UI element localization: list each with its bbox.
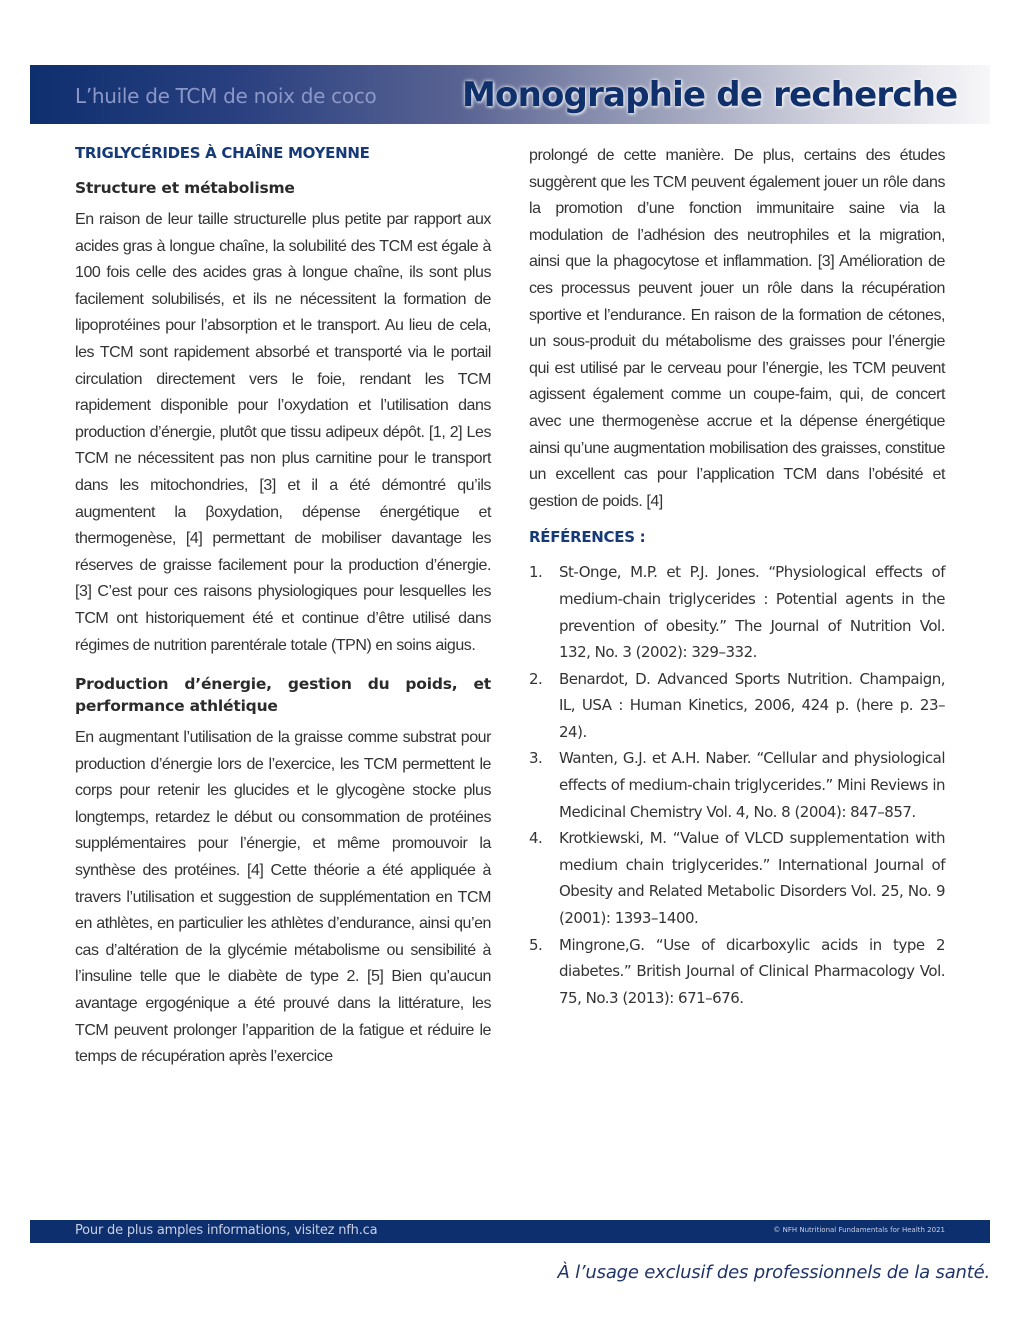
reference-text: Benardot, D. Advanced Sports Nutrition. Champaign, IL, USA : Human Kinetics, 2006, 424 p. (here p. 23–24). [559, 669, 945, 741]
reference-item [529, 932, 945, 1012]
references-list [529, 559, 945, 1011]
paragraph-energy: En augmentant l’utilisation de la graisse comme substrat pour production d’énergie lors de l’exercice, les TCM permettent le corps pour retenir les glucides et le glycogène stocke plus longtemps, retardez le début ou consommation de protéines supplémentaires pour l’énergie, et même promouvoir la synthèse des protéines. [4] Cette théorie a été appliquée à travers l’utilisation et suggestion de supplémentation en TCM en athlètes, en particulier les athlètes d’endurance, ainsi qu’en cas d’altération de la glycémie métabolisme ou sensibilité à l’insuline telle que le diabète de type 2. [5] Bien qu’aucun avantage ergogénique a été prouvé dans la littérature, les TCM peuvent prolonger l’apparition de la fatigue et réduire le temps de récupération après l’exercice [75, 729, 491, 1066]
footer-banner [30, 1220, 990, 1243]
reference-number: 4. [529, 829, 543, 848]
product-subtitle: L’huile de TCM de noix de coco [75, 84, 377, 108]
reference-text: Wanten, G.J. et A.H. Naber. “Cellular and physiological effects of medium-chain triglycerides.” Mini Reviews in Medicinal Chemistry Vol. 4, No. 8 (2004): 847–857. [559, 749, 945, 821]
reference-number: 3. [529, 749, 543, 768]
paragraph-structure: En raison de leur taille structurelle plus petite par rapport aux acides gras à longue chaîne, la solubilité des TCM est égale à 100 fois celle des acides gras à longue chaîne, ils sont plus facilement solubilisés, et ils ne nécessitent la formation de lipoprotéines pour l’absorption et le transport. Au lieu de cela, les TCM sont rapidement absorbé et transporté via le portail circulation directement vers le foie, rendant les TCM rapidement disponible pour l’oxydation et l’utilisation dans production d’énergie, plutôt que tissu adipeux dépôt. [1, 2] Les TCM ne nécessitent pas non plus carnitine pour le transport dans les mitochondries, [3] et il a été démontré qu’ils augmentent la βoxydation, dépense énergétique et thermogenèse, [4] permettant de mobiliser davantage les réserves de graisse facilement pour la production d’énergie. [3] C’est pour ces raisons physiologiques pour lesquelles les TCM ont historiquement été et continue d’être utilisé dans régimes de nutrition parentérale totale (TPN) en soins aigus. [75, 211, 491, 654]
reference-text: St-Onge, M.P. et P.J. Jones. “Physiological effects of medium-chain triglycerides : Potential agents in the prevention of obesity.” The Journal of Nutrition Vol. 132, No. 3 (2002): 329–332. [559, 563, 945, 662]
more-info-link[interactable]: Pour de plus amples informations, visitez nfh.ca [75, 1223, 378, 1238]
reference-item [529, 666, 945, 746]
subsection-title-energy: Production d’énergie, gestion du poids, et performance athlétique [75, 675, 491, 716]
reference-number: 1. [529, 563, 543, 582]
left-column [75, 141, 491, 1081]
right-column [529, 143, 945, 1011]
copyright-notice: © NFH Nutritional Fundamentals for Health 2021 [773, 1226, 945, 1234]
paragraph-continued: prolongé de cette manière. De plus, certains des études suggèrent que les TCM peuvent également jouer un rôle dans la promotion d’une fonction immunitaire saine via la modulation de l’adhésion des neutrophiles et la migration, ainsi que la phagocytose et inflammation. [3] Amélioration de ces processus peuvent jouer un rôle dans la récupération sportive et l’endurance. En raison de la formation de cétones, un sous-produit du métabolisme des graisses pour l’énergie qui est utilisé par le cerveau pour l’énergie, les TCM peuvent agissent également comme un coupe-faim, qui, de concert avec une thermogenèse accrue et la dépense énergétique ainsi qu’une augmentation mobilisation des graisses, constitue un excellent cas pour l’application TCM dans l’obésité et gestion de poids. [4] [529, 147, 945, 510]
reference-number: 2. [529, 669, 543, 688]
reference-item [529, 745, 945, 825]
header-banner [30, 65, 990, 124]
subsection-title-structure: Structure et métabolisme [75, 179, 295, 197]
professional-use-disclaimer: À l’usage exclusif des professionnels de la santé. [557, 1262, 990, 1283]
reference-text: Krotkiewski, M. “Value of VLCD supplementation with medium chain triglycerides.” International Journal of Obesity and Related Metabolic Disorders Vol. 25, No. 9 (2001): 1393–1400. [559, 829, 945, 928]
references-title: RÉFÉRENCES : [529, 528, 646, 547]
document-title: Monographie de recherche [462, 75, 958, 115]
reference-item [529, 825, 945, 931]
reference-text: Mingrone,G. “Use of dicarboxylic acids in type 2 diabetes.” British Journal of Clinical Pharmacology Vol. 75, No.3 (2013): 671–676. [559, 935, 945, 1007]
reference-item [529, 559, 945, 665]
section-title: TRIGLYCÉRIDES À CHAÎNE MOYENNE [75, 144, 370, 162]
reference-number: 5. [529, 935, 543, 954]
